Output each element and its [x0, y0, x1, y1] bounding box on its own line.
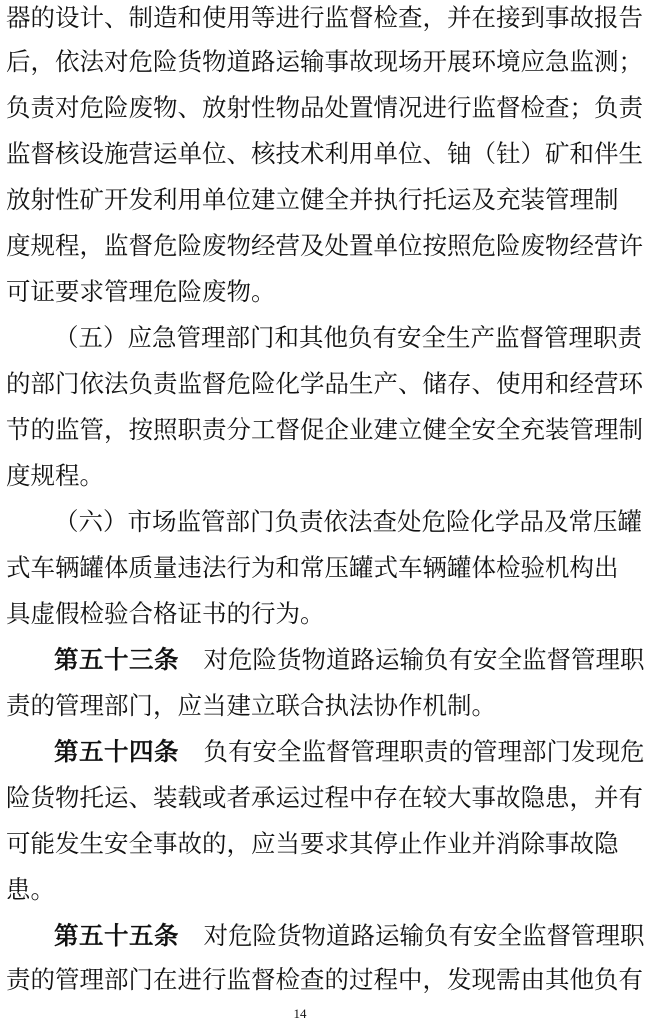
text-line-3: 负责对危险废物、放射性物品处置情况进行监督检查；负责 — [6, 93, 643, 122]
article-54-heading: 第五十四条 — [54, 737, 179, 766]
article-54-line-1 — [54, 734, 645, 770]
text-line-5: 放射性矿开发利用单位建立健全并执行托运及充装管理制 — [6, 185, 619, 214]
text-line-19: 可能发生安全事故的，应当要求其停止作业并消除事故隐 — [6, 829, 619, 858]
text-line-22: 责的管理部门在进行监督检查的过程中，发现需由其他负有 — [6, 965, 643, 994]
text-line-8: （五）应急管理部门和其他负有安全生产监督管理职责 — [54, 323, 642, 352]
text-line-11: 度规程。 — [6, 461, 104, 490]
text-line-12: （六）市场监管部门负责依法查处危险化学品及常压罐 — [54, 507, 642, 536]
text-line-10: 节的监管，按照职责分工督促企业建立健全安全充装管理制 — [6, 415, 643, 444]
text-line-13: 式车辆罐体质量违法行为和常压罐式车辆罐体检验机构出 — [6, 553, 619, 582]
text-line-20: 患。 — [6, 875, 55, 904]
text-line-18: 险货物托运、装载或者承运过程中存在较大事故隐患，并有 — [6, 783, 643, 812]
text-line-2: 后，依法对危险货物道路运输事故现场开展环境应急监测； — [6, 47, 643, 76]
text-line-1: 器的设计、制造和使用等进行监督检查，并在接到事故报告 — [6, 3, 643, 32]
text-line-16: 责的管理部门，应当建立联合执法协作机制。 — [6, 691, 496, 720]
article-54-text: 负有安全监督管理职责的管理部门发现危 — [203, 737, 645, 766]
text-line-6: 度规程，监督危险废物经营及处置单位按照危险废物经营许 — [6, 231, 643, 260]
article-55-text: 对危险货物道路运输负有安全监督管理职 — [203, 921, 645, 950]
page-number: 14 — [293, 1006, 307, 1021]
text-line-7: 可证要求管理危险废物。 — [6, 277, 276, 306]
text-line-9: 的部门依法负责监督危险化学品生产、储存、使用和经营环 — [6, 369, 643, 398]
text-line-4: 监督核设施营运单位、核技术利用单位、铀（钍）矿和伴生 — [6, 139, 643, 168]
article-55-heading: 第五十五条 — [54, 921, 179, 950]
article-53-text: 对危险货物道路运输负有安全监督管理职 — [203, 645, 645, 674]
text-line-14: 具虚假检验合格证书的行为。 — [6, 599, 325, 628]
article-55-line-1 — [54, 918, 645, 954]
article-53-heading: 第五十三条 — [54, 645, 179, 674]
article-53-line-1 — [54, 642, 645, 678]
